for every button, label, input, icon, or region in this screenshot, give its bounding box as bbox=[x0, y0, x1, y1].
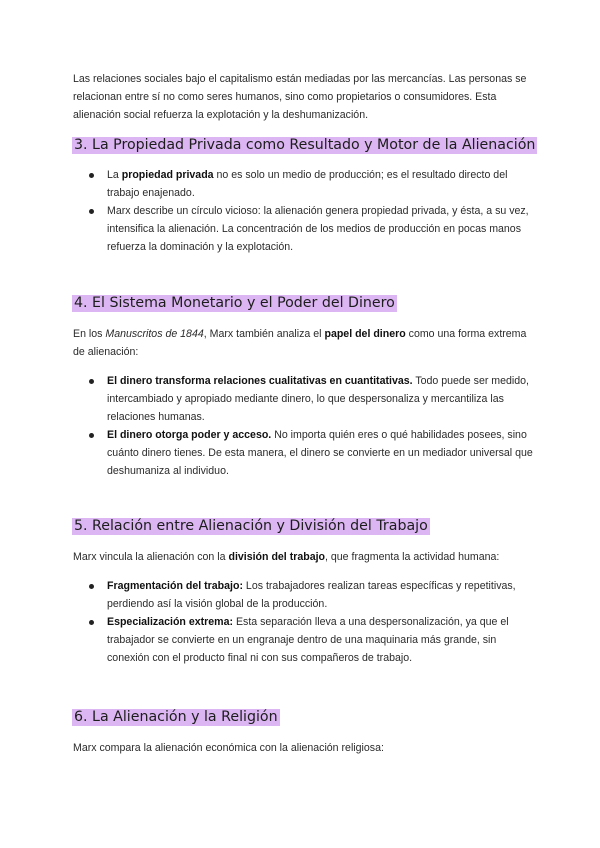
list-item: Marx describe un círculo vicioso: la alienación genera propiedad privada, y ésta, a su vez, intensifica la alienación. La concentración de los medios de producción en pocas manos refuerza la dominación y la explotación. bbox=[73, 202, 533, 256]
section-5-list bbox=[73, 577, 533, 667]
bullet-icon bbox=[89, 379, 94, 384]
section-3-heading bbox=[72, 136, 537, 155]
section-5-intro: Marx vincula la alienación con la división del trabajo, que fragmenta la actividad humana: bbox=[73, 551, 500, 563]
list-item: La propiedad privada no es solo un medio de producción; es el resultado directo del trabajo enajenado. bbox=[73, 166, 533, 202]
section-6-heading-text: 6. La Alienación y la Religión bbox=[74, 709, 278, 725]
bullet-icon bbox=[89, 209, 94, 214]
list-item: Especialización extrema: Esta separación lleva a una despersonalización, ya que el trabajador se convierte en un engranaje dentro de una maquinaria más grande, sin conexión con el producto final ni con sus compañeros de trabajo. bbox=[73, 613, 533, 667]
section-6-heading bbox=[72, 708, 280, 727]
section-4-heading-text: 4. El Sistema Monetario y el Poder del Dinero bbox=[74, 295, 395, 311]
list-item: El dinero otorga poder y acceso. No importa quién eres o qué habilidades posees, sino cuánto dinero tienes. De esta manera, el dinero se convierte en un mediador universal que deshumaniza al individuo. bbox=[73, 426, 533, 480]
section-3-list bbox=[73, 166, 533, 256]
section-5-heading bbox=[72, 517, 430, 536]
list-item: Fragmentación del trabajo: Los trabajadores realizan tareas específicas y repetitivas, perdiendo así la visión global de la producción. bbox=[73, 577, 533, 613]
list-item: El dinero transforma relaciones cualitativas en cuantitativas. Todo puede ser medido, intercambiado y apropiado mediante dinero, lo que despersonaliza y mercantiliza las relaciones humanas. bbox=[73, 372, 533, 426]
section-4-list bbox=[73, 372, 533, 480]
section-4-heading bbox=[72, 294, 397, 313]
bullet-icon bbox=[89, 584, 94, 589]
bullet-icon bbox=[89, 173, 94, 178]
section-6-intro: Marx compara la alienación económica con la alienación religiosa: bbox=[73, 742, 384, 754]
section-5-heading-text: 5. Relación entre Alienación y División del Trabajo bbox=[74, 518, 428, 534]
section-3-heading-text: 3. La Propiedad Privada como Resultado y Motor de la Alienación bbox=[74, 137, 536, 153]
section-4-intro: En los Manuscritos de 1844, Marx también analiza el papel del dinero como una forma extrema de alienación: bbox=[73, 328, 527, 358]
intro-paragraph: Las relaciones sociales bajo el capitalismo están mediadas por las mercancías. Las personas se relacionan entre sí no como seres humanos, sino como propietarios o consumidores. Esta alienación social refuerza la explotación y la deshumanización. bbox=[73, 73, 527, 121]
bullet-icon bbox=[89, 620, 94, 625]
bullet-icon bbox=[89, 433, 94, 438]
